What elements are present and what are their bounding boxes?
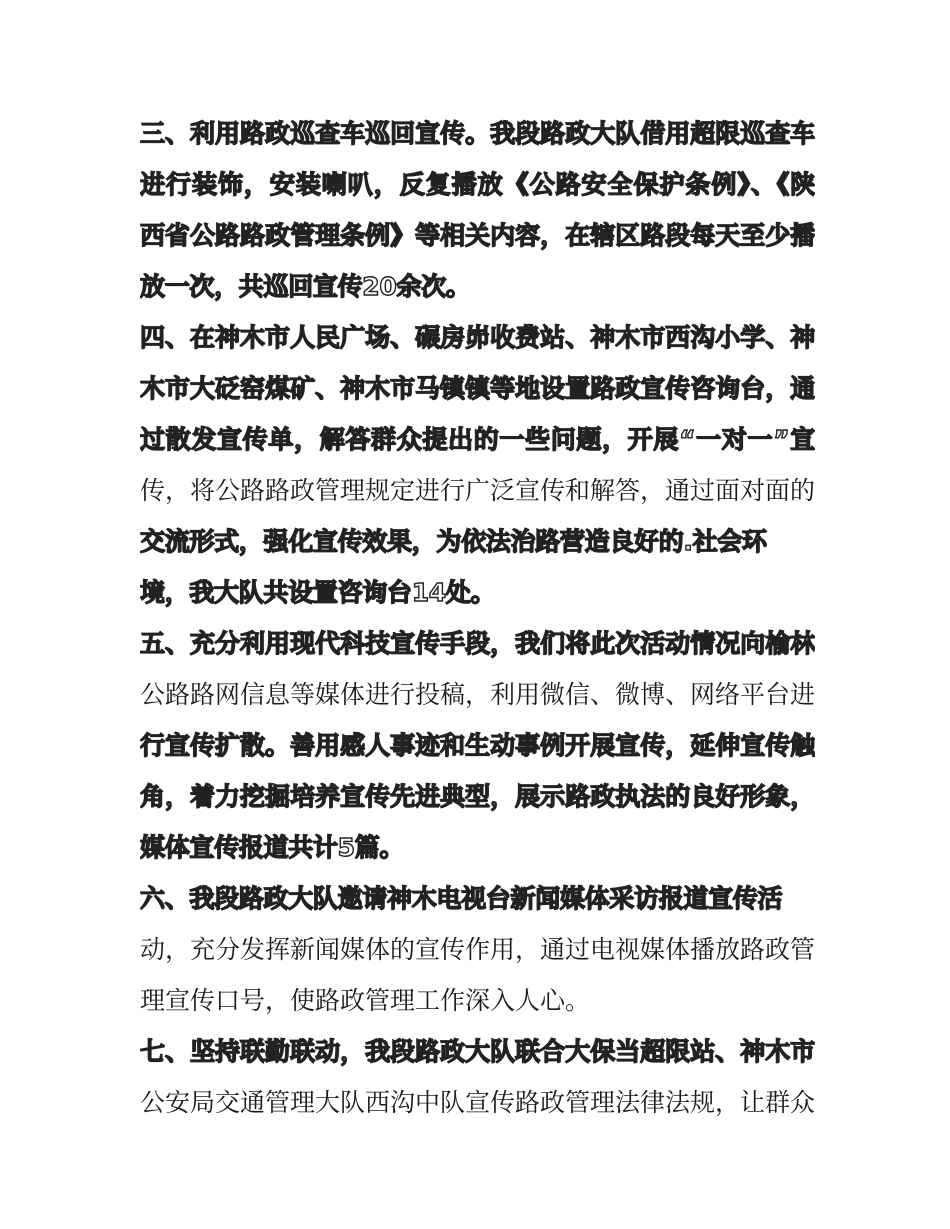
text-line: 放一次，共巡回宣传20余次。 <box>140 272 471 301</box>
document-body <box>140 108 815 1128</box>
text-line: 交流形式，强化宣传效果，为依法治路营造良好的.社会环 <box>140 527 767 556</box>
text-line: 行宣传扩散。善用感人事迹和生动事例开展宣传，延伸宣传触 <box>140 731 815 760</box>
text-line: 六、我段路政大队邀请神木电视台新闻媒体采访报道宣传活 <box>140 884 783 913</box>
text-line: 木市大砭窑煤矿、神木市马镇镇等地设置路政宣传咨询台，通 <box>140 374 815 403</box>
text-line: 七、坚持联勤联动，我段路政大队联合大保当超限站、神木市 <box>140 1037 815 1066</box>
text-line: 三、利用路政巡查车巡回宣传。我段路政大队借用超限巡查车 <box>140 119 815 148</box>
text-line: 过散发宣传单，解答群众提出的一些问题，开展“一对一”宣 <box>140 425 815 454</box>
text-line: 五、充分利用现代科技宣传手段，我们将此次活动情况向榆林 <box>140 629 815 658</box>
text-line: 动，充分发挥新闻媒体的宣传作用，通过电视媒体播放路政管 <box>140 935 815 964</box>
text-line: 境，我大队共设置咨询台14处。 <box>140 578 496 607</box>
text-line: 公安局交通管理大队西沟中队宣传路政管理法律法规，让群众 <box>140 1088 815 1117</box>
text-line: 理宣传口号，使路政管理工作深入人心。 <box>140 986 591 1015</box>
text-line: 传，将公路路政管理规定进行广泛宣传和解答，通过面对面的 <box>140 476 815 505</box>
text-line: 角，着力挖掘培养宣传先进典型，展示路政执法的良好形象， <box>140 782 815 811</box>
text-line: 西省公路路政管理条例》等相关内容，在辖区路段每天至少播 <box>140 221 815 250</box>
text-line: 四、在神木市人民广场、碾房峁收费站、神木市西沟小学、神 <box>140 323 815 352</box>
text-line: 媒体宣传报道共计5篇。 <box>140 833 405 862</box>
text-line: 进行装饰，安装喇叭，反复播放《公路安全保护条例》、《陕 <box>140 170 815 199</box>
text-line: 公路路网信息等媒体进行投稿，利用微信、微博、网络平台进 <box>140 680 815 709</box>
